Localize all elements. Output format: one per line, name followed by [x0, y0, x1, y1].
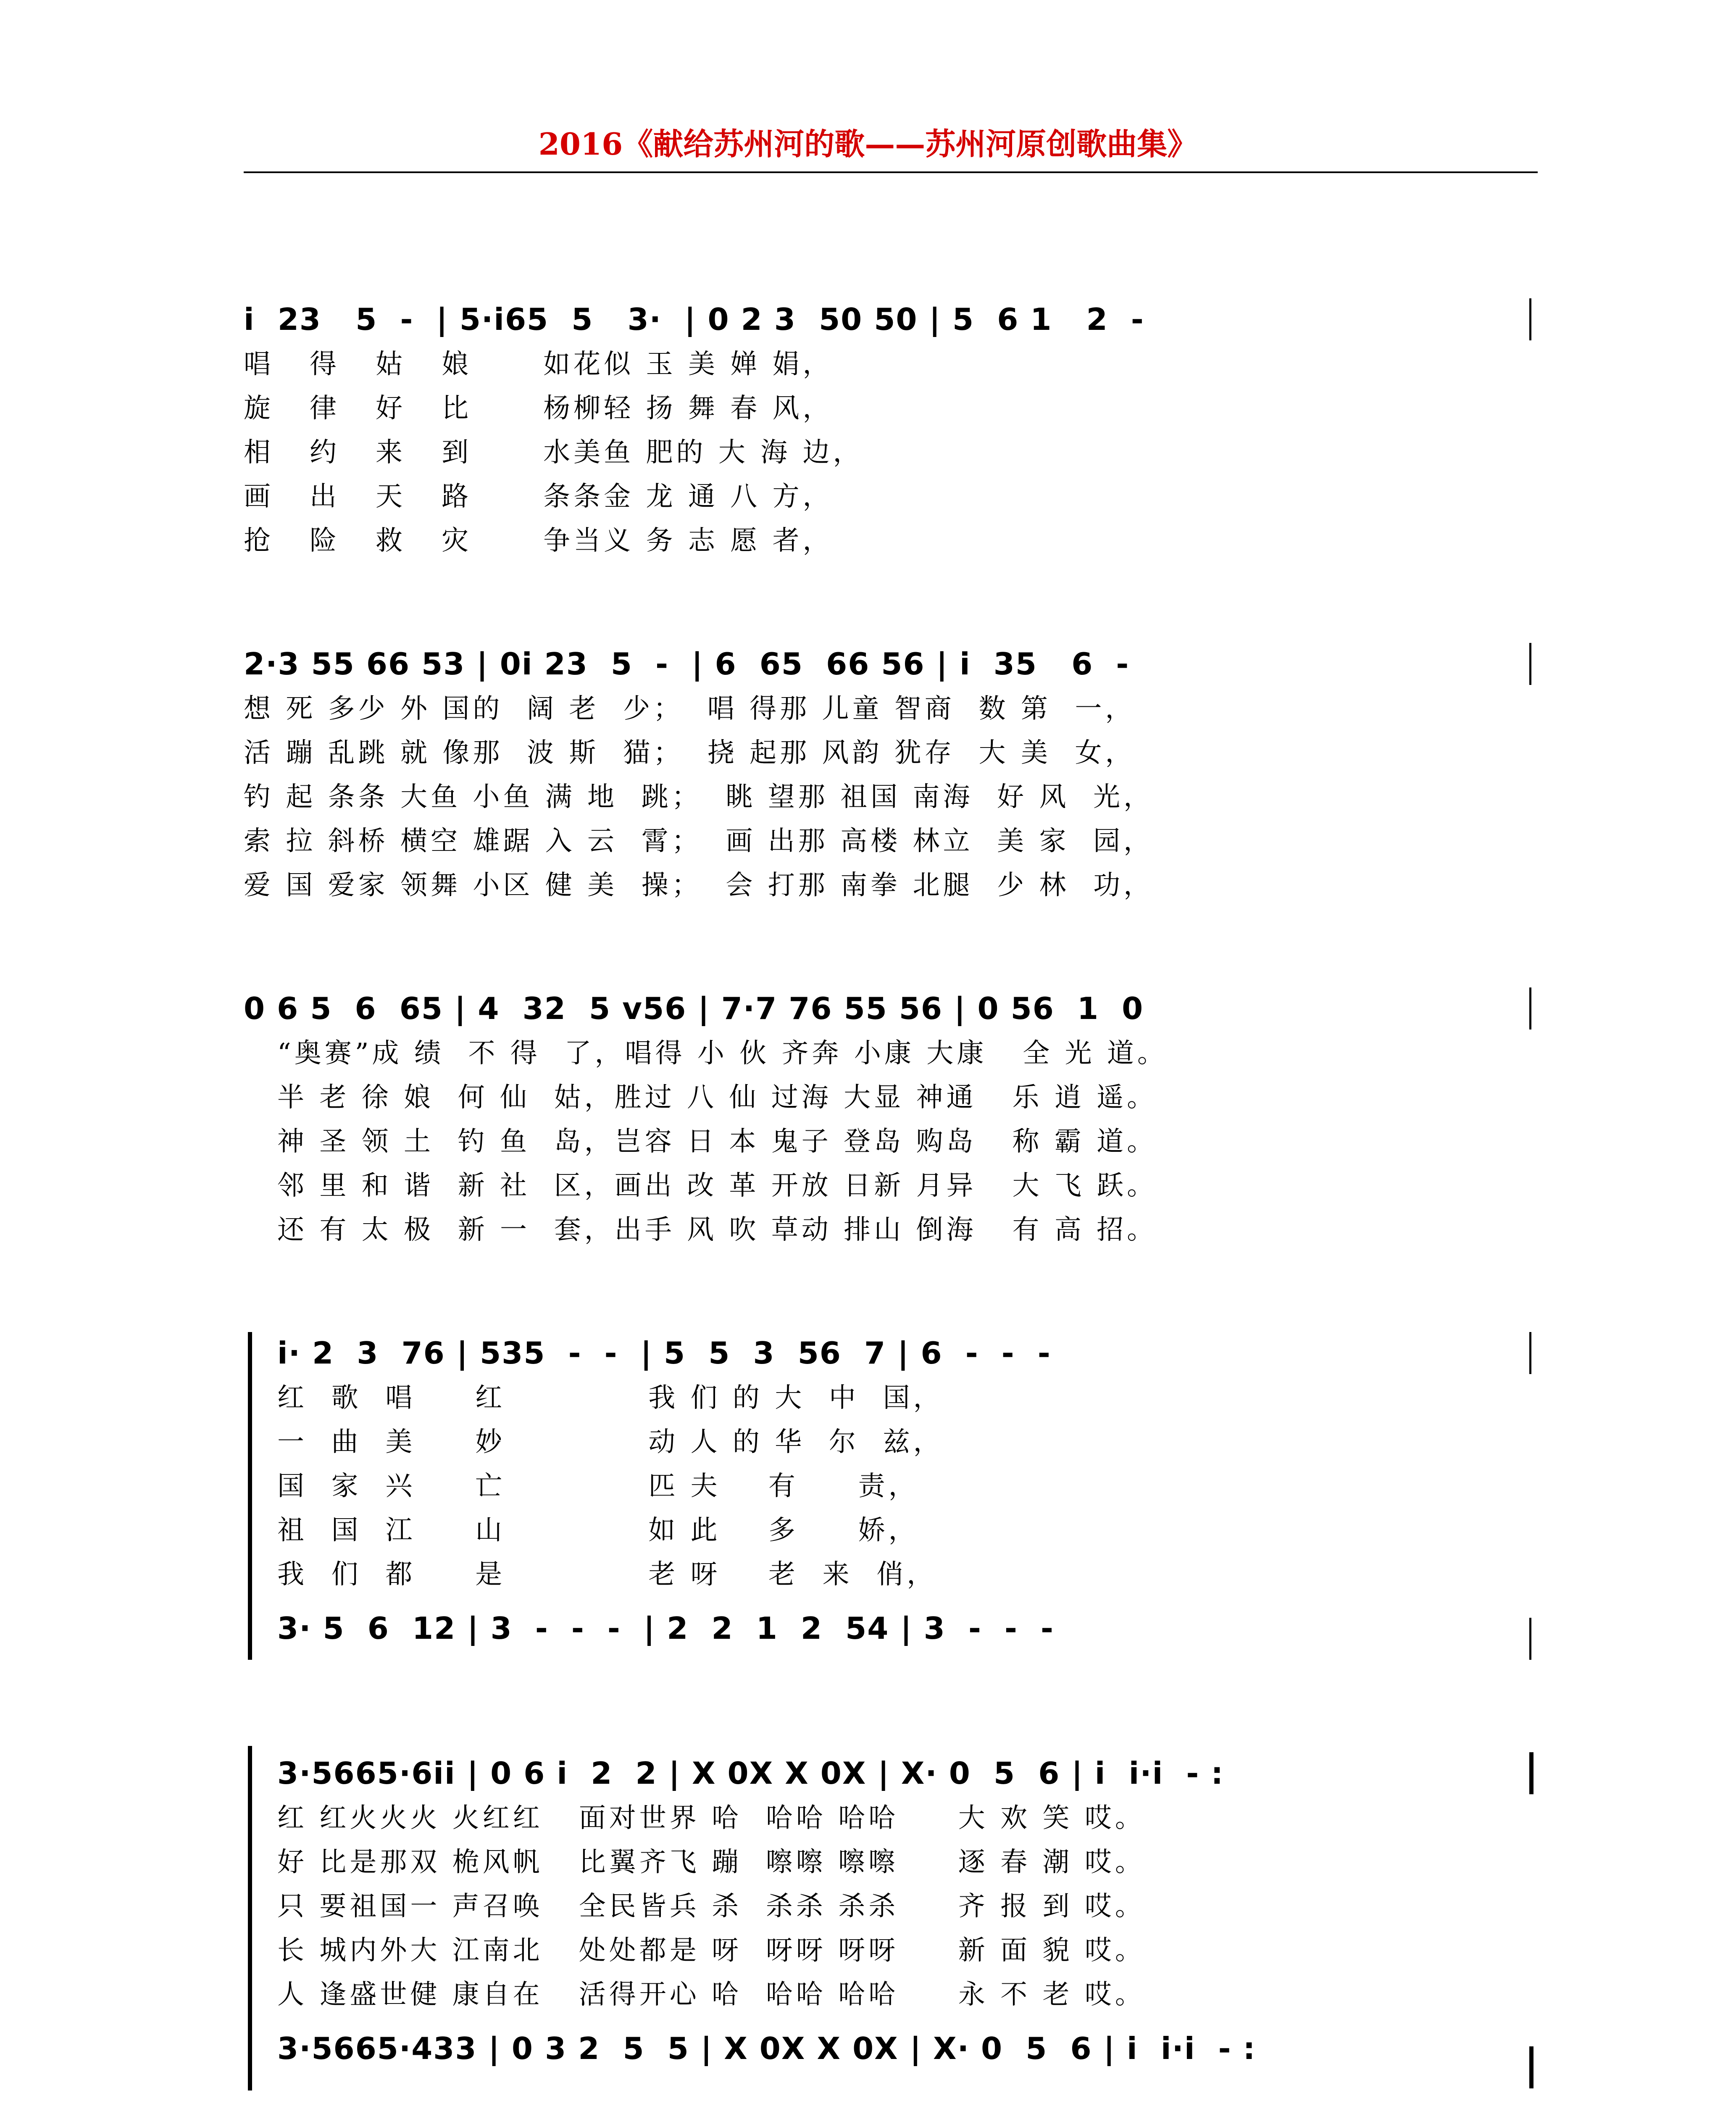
- end-barline: [1529, 1332, 1531, 1374]
- lyric-line: 索 拉 斜桥 横空 雄踞 入 云 霄； 画 出那 高楼 林立 美 家 园，: [244, 826, 1154, 857]
- lyric-line: 相 约 来 到 水美鱼 肥的 大 海 边，: [244, 437, 863, 468]
- system-1: [244, 296, 1546, 563]
- end-barline: [1529, 643, 1531, 685]
- lyric-line: 只 要祖国一 声召唤 全民皆兵 杀 杀杀 杀杀 齐 报 到 哎。: [277, 1891, 1145, 1922]
- lyric-line: 爱 国 爱家 领舞 小区 健 美 操； 会 打那 南拳 北腿 少 林 功，: [244, 870, 1154, 901]
- lyric-line: 人 逢盛世健 康自在 活得开心 哈 哈哈 哈哈 永 不 老 哎。: [277, 1979, 1145, 2010]
- lyric-line: 长 城内外大 江南北 处处都是 呀 呀呀 呀呀 新 面 貌 哎。: [277, 1935, 1145, 1966]
- lyric-line: 祖 国 江 山 如 此 多 娇，: [277, 1515, 919, 1546]
- lyric-line: 邻 里 和 谐 新 社 区，画出 改 革 开放 日新 月异 大 飞 跃。: [277, 1170, 1157, 1201]
- end-barline: [1529, 1618, 1531, 1660]
- system-brace: [248, 1746, 252, 2090]
- repeat-end-barline: [1529, 1752, 1533, 1794]
- system-brace: [248, 1332, 252, 1660]
- lyric-line: 好 比是那双 桅风帆 比翼齐飞 蹦 嚓嚓 嚓嚓 逐 春 潮 哎。: [277, 1847, 1145, 1878]
- lyric-line: 神 圣 领 土 钓 鱼 岛，岂容 日 本 鬼子 登岛 购岛 称 霸 道。: [277, 1126, 1157, 1157]
- lyric-line: 唱 得 姑 娘 如花似 玉 美 婵 娟，: [244, 349, 833, 380]
- lyric-line: 红 歌 唱 红 我 们 的 大 中 国，: [277, 1382, 944, 1414]
- lyric-line: 红 红火火火 火红红 面对世界 哈 哈哈 哈哈 大 欢 笑 哎。: [277, 1803, 1145, 1834]
- lyric-line: 我 们 都 是 老 呀 老 来 俏，: [277, 1559, 937, 1590]
- notation-lower: 3· 5 6 12 | 3 - - - | 2 2 1 2 54 | 3 - - -: [277, 1611, 1054, 1646]
- system-5: [277, 1750, 1546, 2072]
- system-2: [244, 641, 1546, 908]
- system-4: [277, 1330, 1546, 1651]
- lyric-line: “奥赛”成 绩 不 得 了，唱得 小 伙 齐奔 小康 大康 全 光 道。: [277, 1038, 1168, 1069]
- lyric-line: 抢 险 救 灾 争当义 务 志 愿 者，: [244, 525, 833, 556]
- notation-upper: i· 2 3 76 | 535 - - | 5 5 3 56 7 | 6 - - -: [277, 1335, 1051, 1371]
- lyric-line: 旋 律 好 比 杨柳轻 扬 舞 春 风，: [244, 393, 833, 424]
- lyric-line: 钓 起 条条 大鱼 小鱼 满 地 跳； 眺 望那 祖国 南海 好 风 光，: [244, 782, 1154, 813]
- lyric-line: 画 出 天 路 条条金 龙 通 八 方，: [244, 481, 833, 512]
- lyric-line: 半 老 徐 娘 何 仙 姑，胜过 八 仙 过海 大显 神通 乐 逍 遥。: [277, 1082, 1157, 1113]
- notation-line: 2·3 55 66 53 | 0i 23 5 - | 6 65 66 56 | i 35 6 -: [244, 646, 1130, 682]
- lyric-line: 国 家 兴 亡 匹 夫 有 责，: [277, 1471, 919, 1502]
- lyric-line: 想 死 多少 外 国的 阔 老 少； 唱 得那 儿童 智商 数 第 一，: [244, 693, 1136, 724]
- lyric-line: 活 蹦 乱跳 就 像那 波 斯 猫； 挠 起那 风韵 犹存 大 美 女，: [244, 737, 1136, 769]
- notation-lower: 3·5665·433 | 0 3 2 5 5 | X 0X X 0X | X· 0 5 6 | i i·i - :: [277, 2031, 1256, 2066]
- repeat-end-barline: [1529, 2046, 1533, 2088]
- page-title: 2016《献给苏州河的歌——苏州河原创歌曲集》: [538, 126, 1198, 162]
- header-rule: [244, 171, 1538, 173]
- end-barline: [1529, 987, 1531, 1029]
- lyric-line: 还 有 太 极 新 一 套，出手 风 吹 草动 排山 倒海 有 高 招。: [277, 1214, 1157, 1245]
- notation-line: i 23 5 - | 5·i65 5 3· | 0 2 3 50 50 | 5 6 1 2 -: [244, 302, 1144, 337]
- end-barline: [1529, 298, 1531, 340]
- lyric-line: 一 曲 美 妙 动 人 的 华 尔 兹，: [277, 1427, 944, 1458]
- notation-line: 0 6 5 6 65 | 4 32 5 v56 | 7·7 76 55 56 | 0 56 1 0: [244, 991, 1144, 1026]
- system-3: [244, 985, 1546, 1252]
- notation-upper: 3·5665·6ii | 0 6 i 2 2 | X 0X X 0X | X· 0 5 6 | i i·i - :: [277, 1756, 1224, 1791]
